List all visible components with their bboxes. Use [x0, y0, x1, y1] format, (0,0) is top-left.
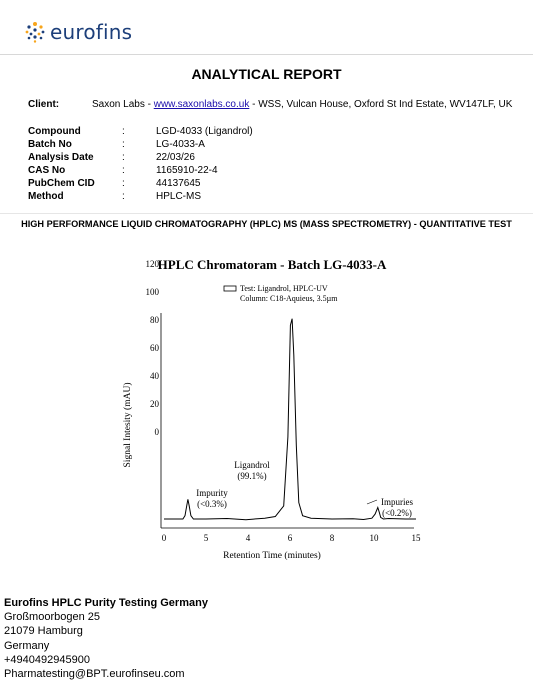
detail-key: Batch No [28, 139, 72, 150]
legend-column: Column: C18-Aquieus, 3.5µm [240, 294, 338, 303]
detail-key: Compound [28, 126, 81, 137]
footer-email[interactable]: Pharmatesting@BPT.eurofinseu.com [4, 668, 185, 681]
x-tick-label-5: 10 [369, 533, 379, 543]
y-axis-label: Signal Intesity (mAU) [123, 382, 133, 468]
detail-separator: : [122, 165, 125, 176]
x-tick-label-3: 6 [287, 533, 293, 543]
x-tick-label-4: 8 [329, 533, 335, 543]
client-label: Client: [28, 99, 60, 110]
client-website-link[interactable]: www.saxonlabs.co.uk [153, 99, 250, 110]
detail-value: 1165910-22-4 [156, 165, 218, 176]
peak-label-ligandrol: Ligandrol [234, 460, 270, 470]
footer-street: Großmoorbogen 25 [4, 611, 100, 624]
detail-key: Analysis Date [28, 152, 94, 163]
footer-city: 21079 Hamburg [4, 625, 83, 638]
detail-value: HPLC-MS [156, 191, 202, 202]
footer-address [4, 596, 208, 681]
legend-test: Test: Ligandrol, HPLC-UV [240, 284, 328, 293]
peak-value-impurity: (<0.3%) [197, 499, 227, 509]
detail-separator: : [122, 191, 125, 202]
detail-value: LGD-4033 (Ligandrol) [156, 126, 253, 137]
legend-swatch [224, 286, 236, 291]
peak-value-impurities: (<0.2%) [382, 508, 412, 518]
footer-company: Eurofins HPLC Purity Testing Germany [4, 597, 208, 609]
y-tick-label-3: 60 [150, 343, 159, 353]
x-tick-label-2: 4 [245, 533, 251, 543]
y-tick-label-5: 100 [145, 287, 159, 297]
detail-value: LG-4033-A [156, 139, 205, 150]
peak-label-impurities: Impuries [381, 497, 413, 507]
detail-separator: : [122, 126, 125, 137]
detail-separator: : [122, 178, 125, 189]
chart-title: HPLC Chromatoram - Batch LG-4033-A [157, 257, 387, 272]
peak-value-ligandrol: (99.1%) [237, 471, 267, 481]
y-tick-label-1: 20 [150, 399, 159, 409]
detail-key: PubChem CID [28, 178, 95, 189]
impurities-pointer-line [367, 500, 377, 504]
y-tick-label-4: 80 [150, 315, 159, 325]
y-tick-label-0: 0 [154, 427, 159, 437]
detail-value: 44137645 [156, 178, 201, 189]
section-divider [0, 213, 533, 214]
x-tick-label-0: 0 [161, 533, 167, 543]
section-title: HIGH PERFORMANCE LIQUID CHROMATOGRAPHY (HPLC) MS (MASS SPECTROMETRY) - QUANTITATIVE TEST [21, 219, 512, 229]
x-tick-label-6: 15 [411, 533, 421, 543]
peak-label-impurity: Impurity [196, 488, 228, 498]
header-divider [0, 54, 533, 55]
footer-phone: +4940492945900 [4, 653, 90, 666]
y-tick-label-6: 120 [145, 259, 159, 269]
client-name: Saxon Labs - [92, 99, 154, 110]
x-axis-label: Retention Time (minutes) [223, 551, 321, 561]
eurofins-logo-icon [24, 21, 46, 43]
detail-value: 22/03/26 [156, 152, 195, 163]
footer-country: Germany [4, 639, 50, 652]
hplc-chromatogram-chart [112, 245, 432, 575]
detail-separator: : [122, 139, 125, 150]
eurofins-logo [24, 20, 132, 44]
detail-separator: : [122, 152, 125, 163]
y-tick-label-2: 40 [150, 371, 159, 381]
logo-text: eurofins [50, 20, 133, 44]
client-address: - WSS, Vulcan House, Oxford St Ind Estate, WV147LF, UK [249, 99, 513, 110]
detail-key: Method [28, 191, 64, 202]
report-title: ANALYTICAL REPORT [191, 66, 342, 82]
detail-key: CAS No [28, 165, 66, 176]
x-tick-label-1: 5 [203, 533, 209, 543]
client-row [28, 99, 512, 110]
